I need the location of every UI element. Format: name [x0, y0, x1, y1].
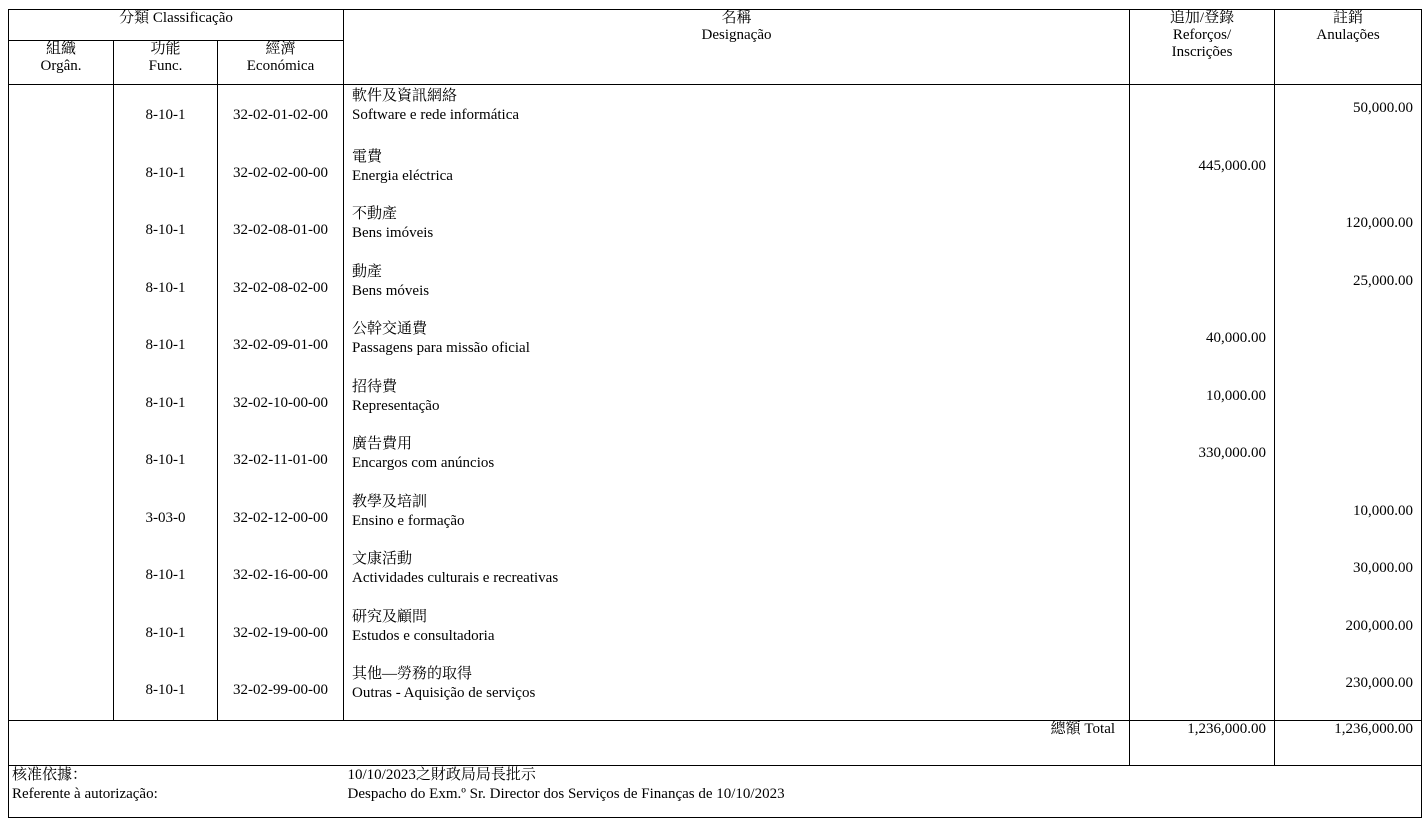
table-row: [9, 432, 1422, 490]
funcional-cell: 8-10-1: [114, 662, 218, 720]
designation-line: 文康活動: [352, 551, 413, 567]
anulacoes-cell: 200,000.00: [1275, 605, 1422, 663]
funcional-cell: 8-10-1: [114, 145, 218, 203]
funcional-cell: 8-10-1: [114, 547, 218, 605]
designation-line: Actividades culturais e recreativas: [352, 570, 559, 586]
designation-line: Passagens para missão oficial: [352, 340, 530, 356]
designation-cell: [344, 202, 1130, 260]
authorization-value: 10/10/2023之財政局局長批示 Despacho do Exm.º Sr. Director dos Serviços de Finanças de 10/10/2023: [344, 765, 1422, 817]
designation-cell: [344, 317, 1130, 375]
designation-cell: [344, 605, 1130, 663]
economica-cell: 32-02-10-00-00: [218, 375, 344, 433]
funcional-cell: 8-10-1: [114, 432, 218, 490]
reforcos-cell: 10,000.00: [1130, 375, 1275, 433]
designation-line: Representação: [352, 397, 440, 414]
anulacoes-cell: 25,000.00: [1275, 260, 1422, 318]
economica-cell: 32-02-19-00-00: [218, 605, 344, 663]
anulacoes-cell: [1275, 317, 1422, 375]
authorization-row: [9, 765, 1422, 817]
header-funcional: 功能 Func.: [114, 41, 218, 85]
anulacoes-cell: 120,000.00: [1275, 202, 1422, 260]
designation-cell: [344, 662, 1130, 720]
designation-cell: [344, 85, 1130, 145]
header-economica: 經濟 Económica: [218, 41, 344, 85]
header-designation: 名稱 Designação: [344, 10, 1130, 85]
anulacoes-cell: [1275, 375, 1422, 433]
anulacoes-cell: [1275, 145, 1422, 203]
designation-line: 軟件及資訊網絡: [352, 88, 458, 104]
organica-cell: [9, 547, 114, 605]
designation-cell: [344, 145, 1130, 203]
reforcos-cell: 445,000.00: [1130, 145, 1275, 203]
funcional-cell: 8-10-1: [114, 375, 218, 433]
organica-cell: [9, 490, 114, 548]
header-organica: 組織 Orgân.: [9, 41, 114, 85]
organica-cell: [9, 662, 114, 720]
reforcos-cell: [1130, 85, 1275, 145]
table-row: [9, 202, 1422, 260]
organica-cell: [9, 317, 114, 375]
anulacoes-cell: 30,000.00: [1275, 547, 1422, 605]
reforcos-cell: 40,000.00: [1130, 317, 1275, 375]
header-anulacoes: 註銷 Anulações: [1275, 10, 1422, 85]
reforcos-cell: [1130, 547, 1275, 605]
designation-line: 教學及培訓: [352, 493, 428, 510]
designation-line: Estudos e consultadoria: [352, 627, 495, 644]
table-row: [9, 547, 1422, 605]
funcional-cell: 8-10-1: [114, 605, 218, 663]
table-body: [9, 85, 1422, 721]
designation-line: Ensino e formação: [352, 512, 465, 529]
designation-line: Encargos com anúncios: [352, 455, 495, 471]
designation-line: Outras - Aquisição de serviços: [352, 685, 536, 701]
designation-line: 動產: [352, 263, 383, 280]
designation-line: 電費: [352, 148, 383, 165]
designation-line: 研究及顧問: [352, 608, 428, 625]
economica-cell: 32-02-02-00-00: [218, 145, 344, 203]
designation-line: 廣告費用: [352, 436, 413, 452]
organica-cell: [9, 375, 114, 433]
economica-cell: 32-02-08-02-00: [218, 260, 344, 318]
table-row: [9, 375, 1422, 433]
designation-cell: [344, 490, 1130, 548]
designation-line: 其他—勞務的取得: [352, 666, 473, 682]
designation-line: Energia eléctrica: [352, 167, 453, 184]
organica-cell: [9, 260, 114, 318]
table-row: [9, 85, 1422, 145]
table-row: [9, 145, 1422, 203]
reforcos-cell: 330,000.00: [1130, 432, 1275, 490]
designation-line: Bens móveis: [352, 282, 430, 299]
economica-cell: 32-02-99-00-00: [218, 662, 344, 720]
designation-line: 不動產: [352, 206, 398, 222]
reforcos-cell: [1130, 662, 1275, 720]
designation-line: Bens imóveis: [352, 225, 434, 241]
funcional-cell: 3-03-0: [114, 490, 218, 548]
total-reforcos: 1,236,000.00: [1130, 720, 1275, 765]
anulacoes-cell: 230,000.00: [1275, 662, 1422, 720]
organica-cell: [9, 85, 114, 145]
anulacoes-cell: [1275, 432, 1422, 490]
anulacoes-cell: 10,000.00: [1275, 490, 1422, 548]
funcional-cell: 8-10-1: [114, 85, 218, 145]
economica-cell: 32-02-11-01-00: [218, 432, 344, 490]
table-row: [9, 317, 1422, 375]
designation-line: 公幹交通費: [352, 321, 428, 337]
table-row: [9, 605, 1422, 663]
designation-cell: [344, 547, 1130, 605]
designation-cell: [344, 432, 1130, 490]
table-row: [9, 662, 1422, 720]
organica-cell: [9, 605, 114, 663]
organica-cell: [9, 145, 114, 203]
authorization-label: 核准依據： Referente à autorização:: [9, 765, 344, 817]
designation-cell: [344, 260, 1130, 318]
funcional-cell: 8-10-1: [114, 260, 218, 318]
funcional-cell: 8-10-1: [114, 202, 218, 260]
designation-cell: [344, 375, 1130, 433]
header-reforcos: 追加/登錄 Reforços/ Inscrições: [1130, 10, 1275, 85]
table-row: [9, 260, 1422, 318]
table-row: [9, 490, 1422, 548]
economica-cell: 32-02-12-00-00: [218, 490, 344, 548]
organica-cell: [9, 202, 114, 260]
budget-table: [8, 9, 1422, 818]
reforcos-cell: [1130, 202, 1275, 260]
total-label: 總額 Total: [9, 720, 1130, 765]
organica-cell: [9, 432, 114, 490]
anulacoes-cell: 50,000.00: [1275, 85, 1422, 145]
funcional-cell: 8-10-1: [114, 317, 218, 375]
economica-cell: 32-02-01-02-00: [218, 85, 344, 145]
reforcos-cell: [1130, 605, 1275, 663]
reforcos-cell: [1130, 260, 1275, 318]
header-classification: 分類 Classificação: [9, 10, 344, 41]
total-row: [9, 720, 1422, 765]
designation-line: Software e rede informática: [352, 107, 520, 123]
reforcos-cell: [1130, 490, 1275, 548]
economica-cell: 32-02-16-00-00: [218, 547, 344, 605]
economica-cell: 32-02-09-01-00: [218, 317, 344, 375]
economica-cell: 32-02-08-01-00: [218, 202, 344, 260]
designation-line: 招待費: [352, 378, 398, 395]
total-anulacoes: 1,236,000.00: [1275, 720, 1422, 765]
